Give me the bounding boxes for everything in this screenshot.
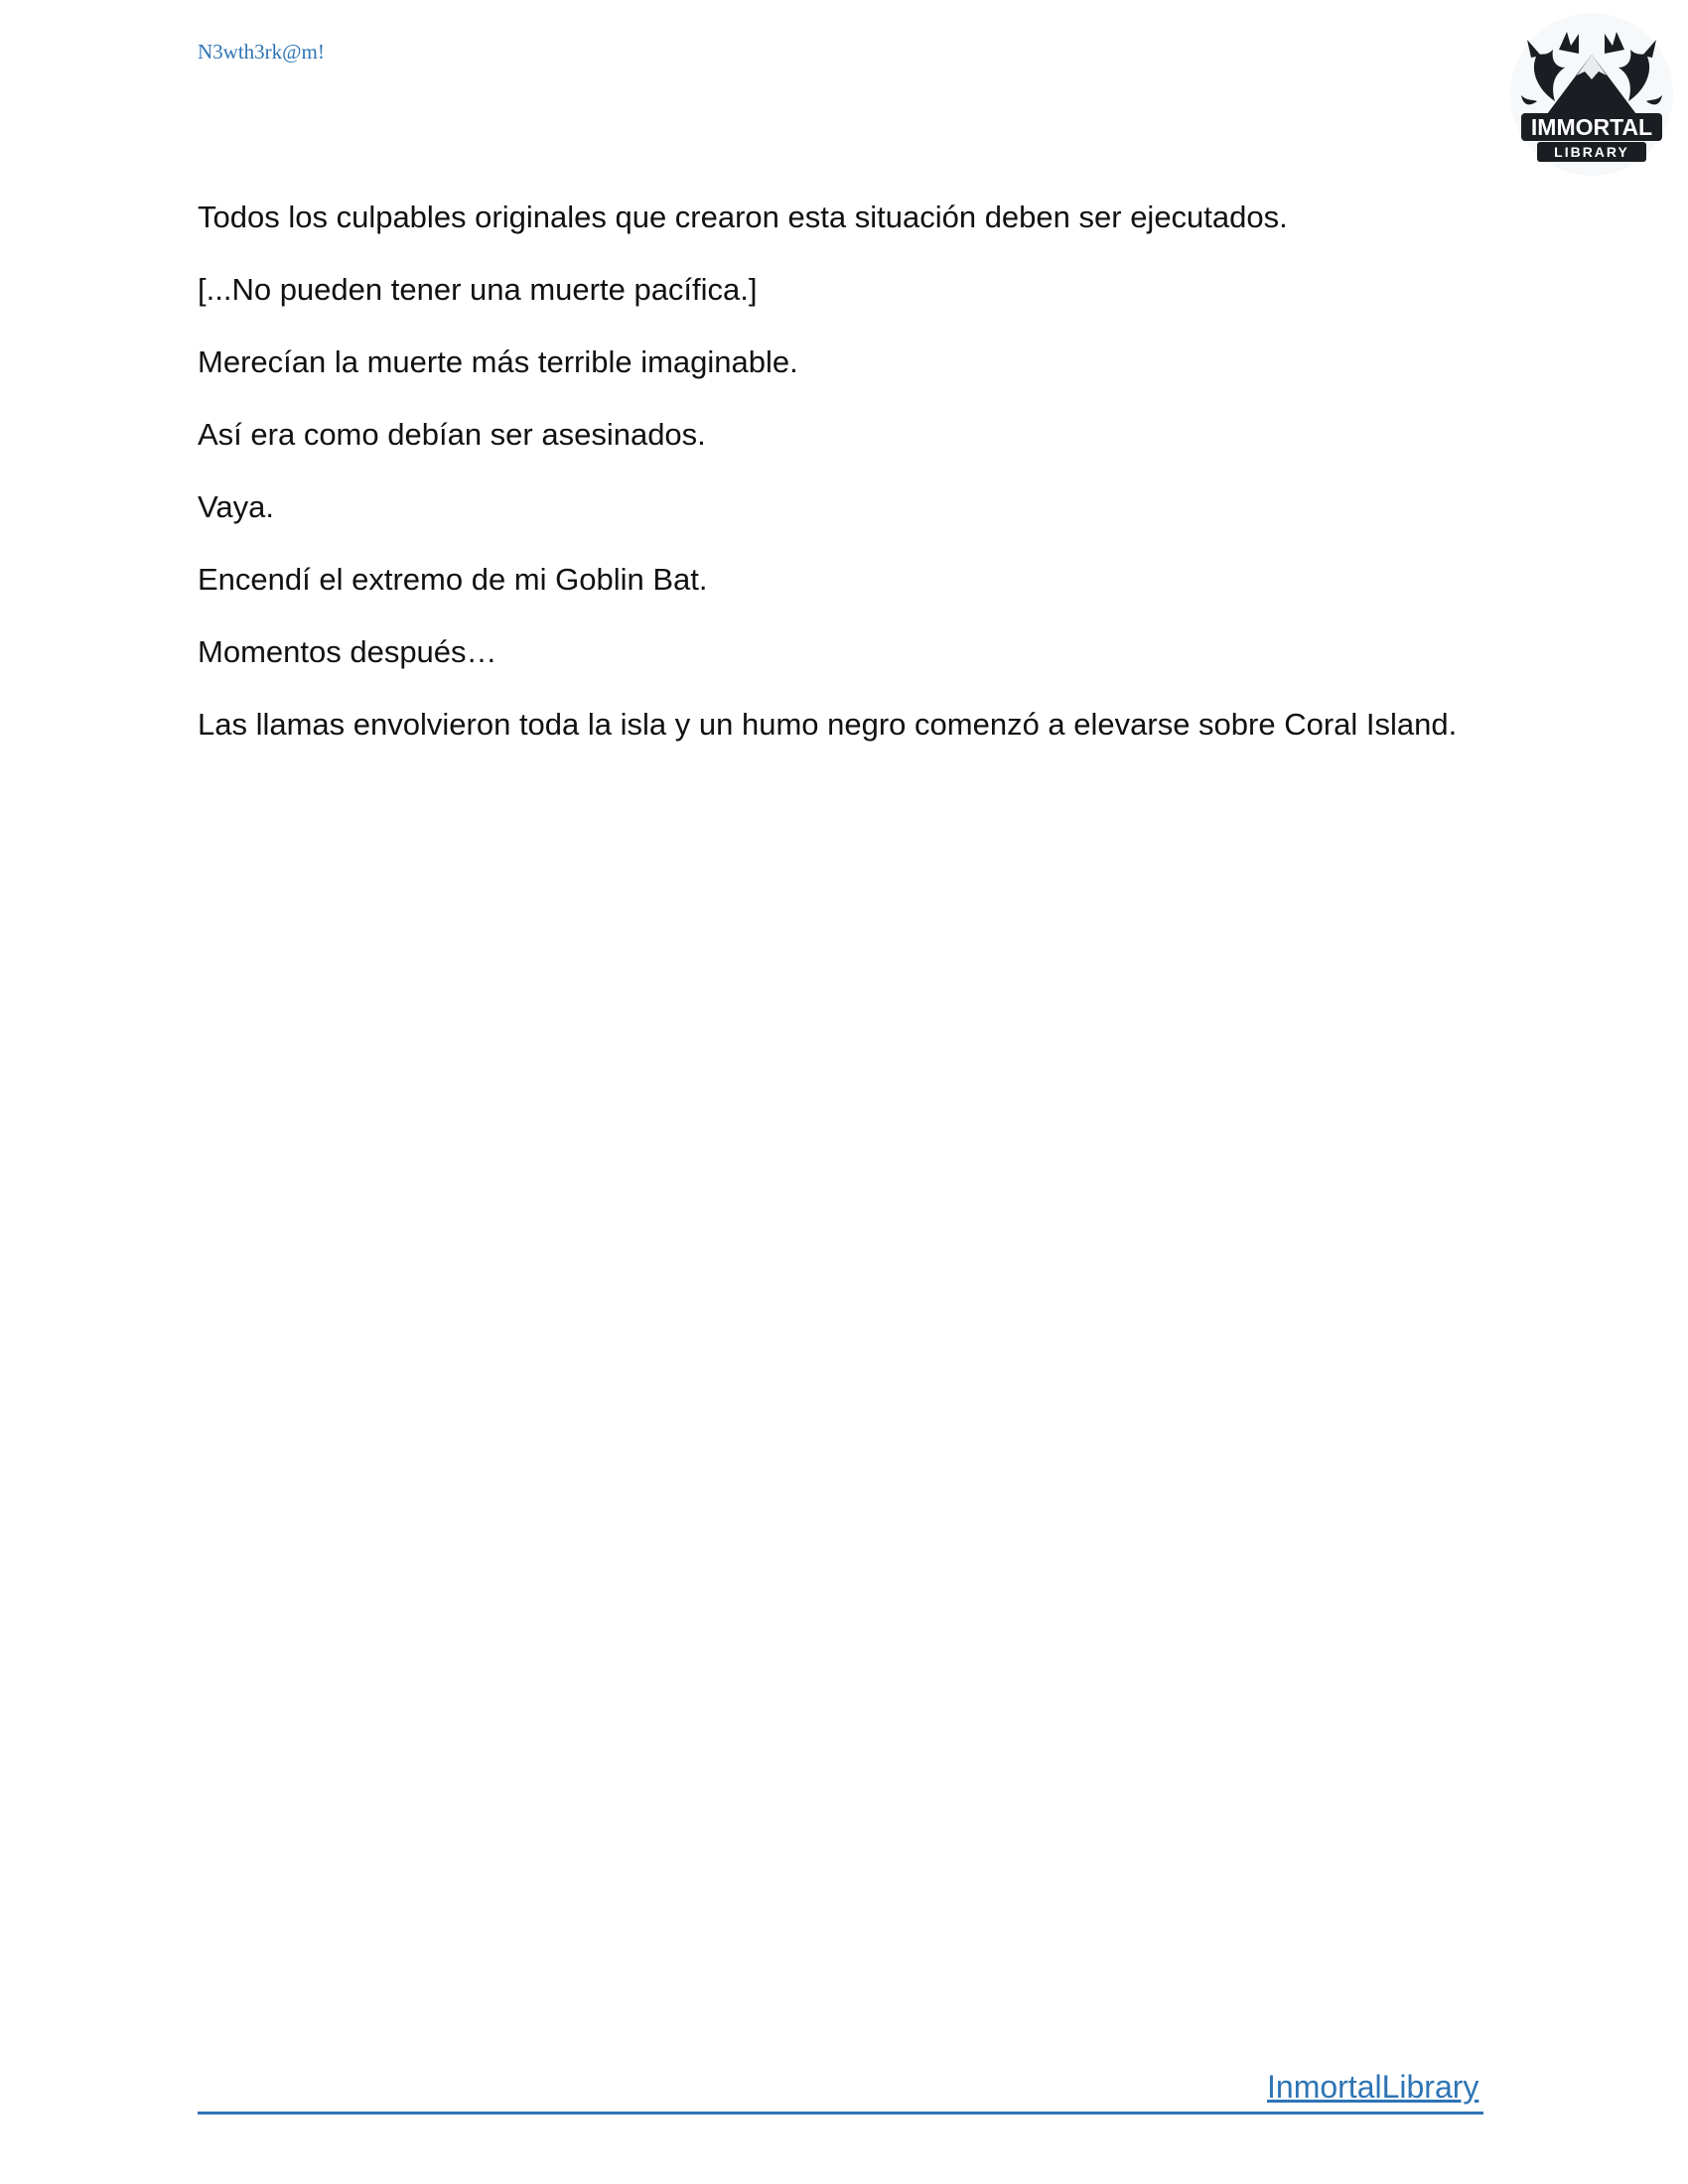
logo-line1-text: IMMORTAL	[1530, 114, 1653, 140]
paragraph: Momentos después…	[198, 634, 497, 669]
document-body	[198, 197, 1488, 776]
paragraph: Las llamas envolvieron toda la isla y un humo negro comenzó a elevarse sobre Coral Island.	[198, 707, 1458, 742]
footer-divider	[198, 2112, 1483, 2115]
logo-line2-text: LIBRARY	[1554, 144, 1629, 160]
paragraph: Así era como debían ser asesinados.	[198, 417, 706, 452]
footer-site-link[interactable]: InmortalLibrary	[1267, 2069, 1479, 2105]
paragraph: Merecían la muerte más terrible imaginable.	[198, 344, 798, 379]
immortal-library-logo	[1507, 10, 1676, 184]
paragraph: Todos los culpables originales que crearon esta situación deben ser ejecutados.	[198, 200, 1288, 234]
header-watermark-text: N3wth3rk@m!	[198, 40, 325, 64]
paragraph: Encendí el extremo de mi Goblin Bat.	[198, 562, 708, 597]
paragraph: Vaya.	[198, 489, 274, 524]
paragraph: [...No pueden tener una muerte pacífica.]	[198, 272, 758, 307]
immortal-library-dragon-logo-icon	[1507, 10, 1676, 184]
